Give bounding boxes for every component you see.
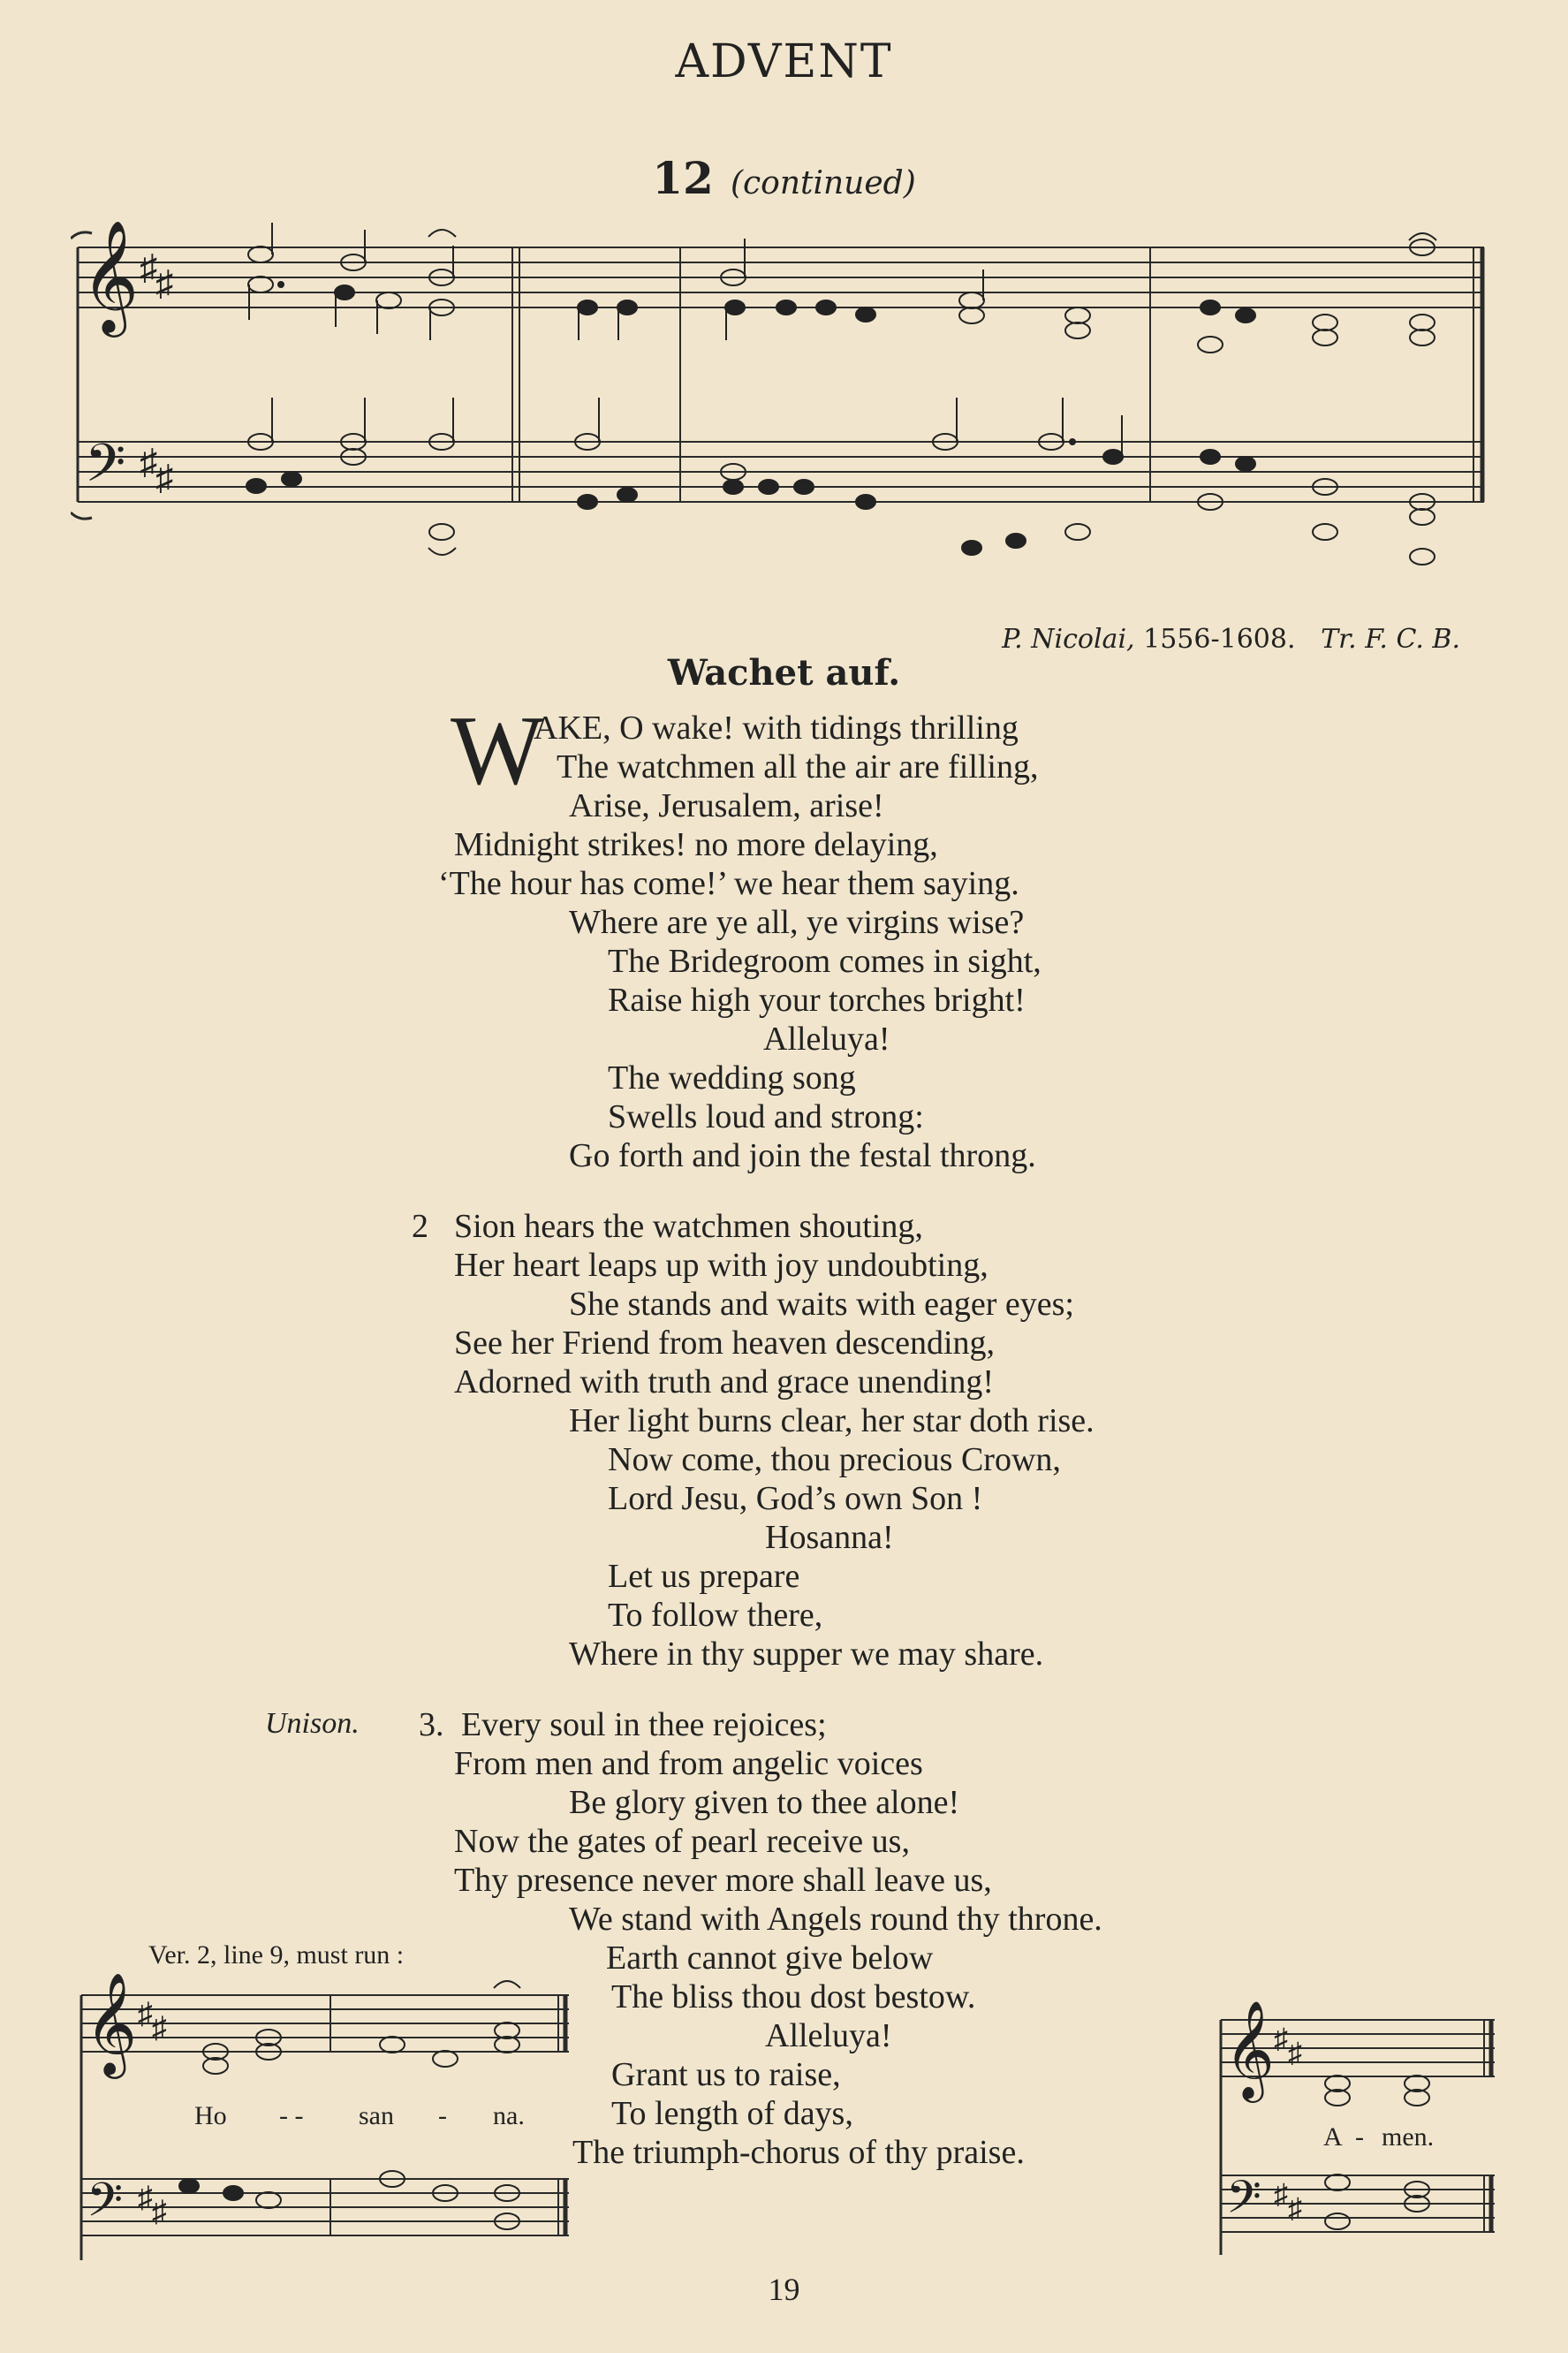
verse-3-line: To length of days, [611,2095,853,2132]
verse-3-line: We stand with Angels round thy throne. [569,1901,1102,1938]
svg-text:𝄞: 𝄞 [85,1975,138,2073]
verse-1-line: Alleluya! [763,1021,890,1058]
verse-3-line: Thy presence never more shall leave us, [454,1862,992,1899]
svg-text:𝄢: 𝄢 [1226,2174,1261,2234]
verse-3-line: Every soul in thee rejoices; [461,1706,827,1743]
variant-lyric-syllable: Ho [194,2101,227,2130]
svg-text:𝄞: 𝄞 [1224,2002,1275,2097]
verse-1-line: ‘The hour has come!’ we hear them saying. [438,865,1019,902]
verse-1-line: Arise, Jerusalem, arise! [569,787,884,824]
hymn-attribution [1002,624,1460,655]
verse-2-line: Hosanna! [765,1519,894,1556]
verse-2-line: She stands and waits with eager eyes; [569,1286,1074,1323]
svg-text:♯: ♯ [138,1998,153,2030]
verse-1-line: The watchmen all the air are filling, [557,748,1039,786]
svg-text:♯: ♯ [155,458,173,497]
verse-1-line: Swells loud and strong: [608,1098,924,1135]
hymn-continued-note: (continued) [730,165,916,201]
svg-text:♯: ♯ [1288,2037,1302,2068]
page-number: 19 [768,2272,800,2307]
variant-lyrics [74,2101,569,2137]
verse-1-dropcap: W [451,696,544,806]
verse-3-line: Earth cannot give below [606,1939,934,1977]
svg-text:♯: ♯ [152,2012,167,2045]
verse-1-line: The Bridegroom comes in sight, [608,943,1042,980]
variant-lyric-syllable: na. [493,2101,525,2130]
svg-text:♯: ♯ [1288,2192,1302,2224]
svg-text:♯: ♯ [1274,2023,1288,2054]
variant-lyric-syllable: - - [279,2101,304,2130]
svg-text:𝄢: 𝄢 [87,2175,124,2237]
amen-lyric-syllable: men. [1382,2122,1435,2152]
amen-lyric-syllable: - [1355,2122,1364,2152]
verse-3-line: Be glory given to thee alone! [569,1784,960,1821]
hymn-number-line [0,152,1568,204]
verse-2-line: Let us prepare [608,1558,800,1595]
translator-credit: Tr. F. C. B. [1321,624,1460,655]
verse-1-line: The wedding song [608,1059,856,1097]
verse-1-line: Where are ye all, ye virgins wise? [569,904,1025,941]
svg-text:♯: ♯ [140,442,157,482]
verse-1-line: AKE, O wake! with tidings thrilling [534,710,1019,747]
verse-3-line: Alleluya! [765,2017,892,2054]
hymn-number: 12 [652,152,714,204]
svg-text:𝄢: 𝄢 [85,435,126,505]
unison-direction: Unison. [265,1707,360,1740]
author-years: 1556-1608. [1143,624,1296,655]
verse-3-number: 3. [419,1706,444,1743]
verse-2-line: Adorned with truth and grace unending! [454,1363,994,1400]
tune-name: Wachet auf. [667,652,901,694]
verse-2-line: See her Friend from heaven descending, [454,1325,996,1362]
verse-1-line: Raise high your torches bright! [608,982,1026,1019]
verse-2-line: Sion hears the watchmen shouting, [454,1208,923,1245]
verse-3-line: The bliss thou dost bestow. [611,1978,976,2015]
verse-2-line: Lord Jesu, God’s own Son ! [608,1480,983,1517]
author-name: P. Nicolai, [1002,624,1135,655]
verse-2-line: Her heart leaps up with joy undoubting, [454,1247,989,1284]
svg-text:♯: ♯ [140,247,157,287]
verse-3-line: From men and from angelic voices [454,1745,923,1782]
verse-1-line: Go forth and join the festal throng. [569,1137,1036,1174]
section-title: ADVENT [675,35,893,88]
verse-1-line: Midnight strikes! no more delaying, [454,826,938,863]
main-music-score [71,221,1502,601]
svg-text:♯: ♯ [155,263,173,303]
verse-2-line: Where in thy supper we may share. [569,1636,1044,1673]
verse-3-line: Now the gates of pearl receive us, [454,1823,910,1860]
verse-2-line: Now come, thou precious Crown, [608,1441,1061,1478]
variant-heading: Ver. 2, line 9, must run : [148,1940,405,1970]
amen-lyrics [1214,2122,1505,2158]
amen-lyric-syllable: A [1323,2122,1343,2152]
verse-2-line: To follow there, [608,1597,823,1634]
verse-2-line: Her light burns clear, her star doth rise. [569,1402,1095,1439]
variant-lyric-syllable: - [438,2101,447,2130]
verse-3-line: Grant us to raise, [611,2056,841,2093]
variant-lyric-syllable: san [359,2101,394,2130]
verse-2-number: 2 [412,1208,428,1245]
verse-3-line: The triumph-chorus of thy praise. [572,2134,1025,2171]
svg-text:♯: ♯ [138,2182,153,2214]
svg-text:𝄞: 𝄞 [81,223,140,330]
svg-text:♯: ♯ [1274,2178,1288,2210]
svg-text:♯: ♯ [152,2196,167,2228]
